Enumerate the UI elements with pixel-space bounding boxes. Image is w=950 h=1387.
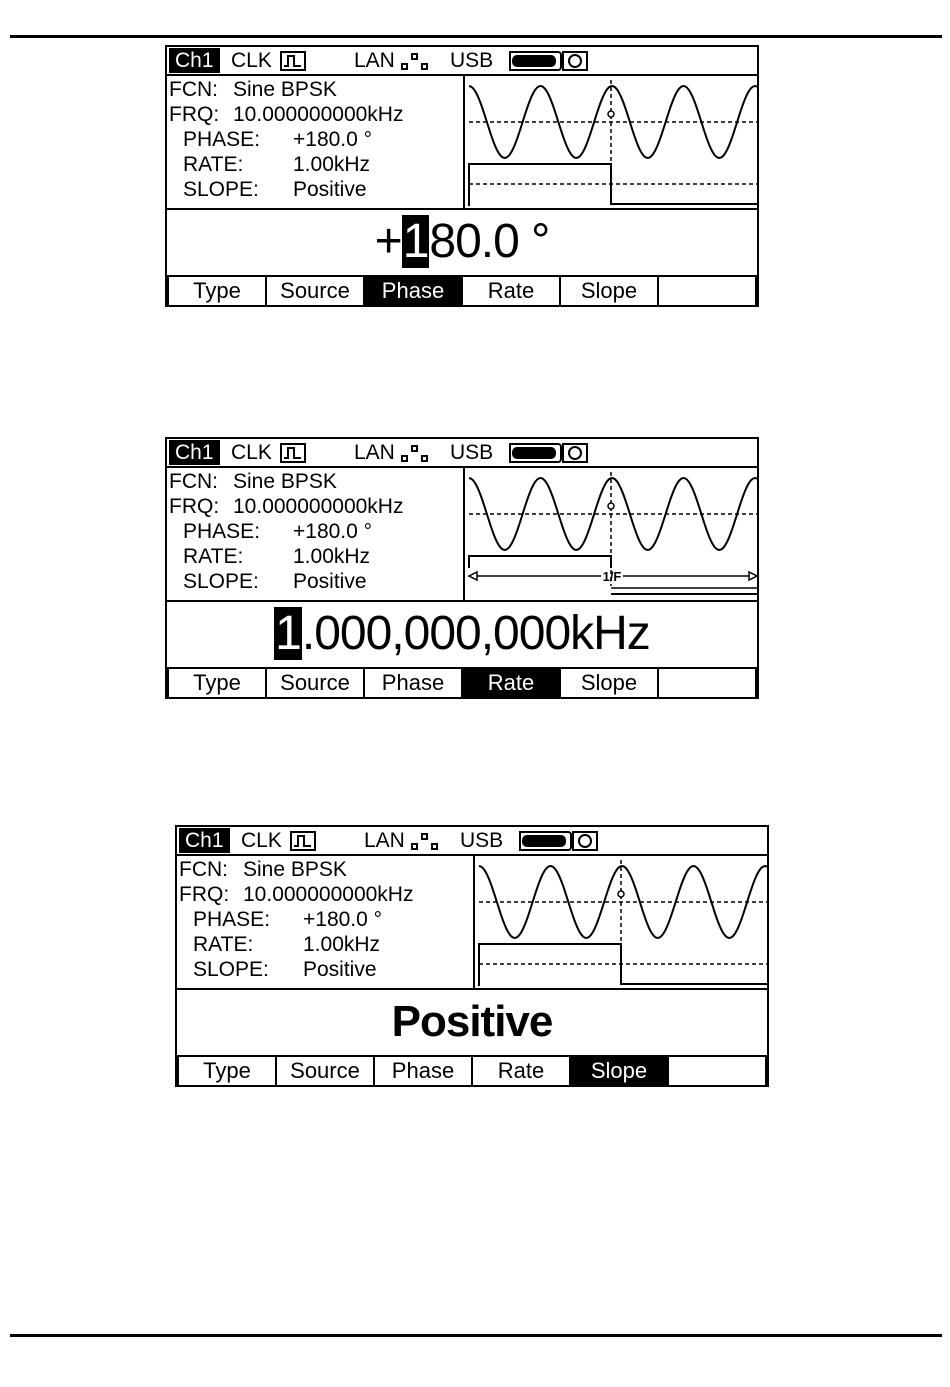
lan-network-icon — [401, 445, 429, 463]
channel-indicator[interactable]: Ch1 — [169, 48, 220, 73]
display-screen-slope — [175, 825, 769, 1087]
softkey-phase[interactable]: Phase — [363, 667, 461, 697]
softkey-source[interactable]: Source — [265, 667, 363, 697]
softkey-slope[interactable]: Slope — [559, 275, 657, 305]
value-display[interactable] — [177, 988, 767, 1058]
display-screen-phase — [165, 45, 759, 307]
clk-label: CLK — [231, 49, 272, 72]
header-rule — [10, 35, 942, 38]
square-wave-clock-icon — [280, 51, 306, 71]
phase-label: PHASE: — [183, 128, 261, 151]
slope-value: Positive — [303, 958, 377, 981]
phase-value: +180.0 ° — [293, 128, 373, 151]
lan-label: LAN — [364, 829, 405, 852]
clk-label: CLK — [241, 829, 282, 852]
softkey-slope[interactable]: Slope — [559, 667, 657, 697]
footer-rule — [10, 1334, 942, 1337]
usb-stick-icon — [506, 443, 562, 463]
fcn-value: Sine BPSK — [233, 78, 337, 101]
softkey-phase[interactable]: Phase — [363, 275, 461, 305]
frq-value: 10.000000000kHz — [243, 883, 414, 906]
phase-label: PHASE: — [183, 520, 261, 543]
bpsk-waveform-preview — [465, 76, 759, 210]
rate-label: RATE: — [183, 153, 244, 176]
value-display[interactable] — [167, 600, 757, 670]
channel-indicator[interactable]: Ch1 — [179, 828, 230, 853]
fcn-value: Sine BPSK — [243, 858, 347, 881]
frq-label: FRQ: — [169, 103, 220, 126]
lan-label: LAN — [354, 49, 395, 72]
square-wave-clock-icon — [280, 443, 306, 463]
fcn-label: FCN: — [179, 858, 228, 881]
softkey-rate[interactable]: Rate — [461, 667, 559, 697]
softkey-type[interactable]: Type — [167, 275, 265, 305]
clk-label: CLK — [231, 441, 272, 464]
usb-label: USB — [450, 49, 494, 72]
softkey-rate[interactable]: Rate — [461, 275, 559, 305]
rate-edit-value[interactable]: 1.000,000,000kHz — [275, 607, 650, 660]
softkey-bar — [177, 1055, 767, 1085]
usb-label: USB — [450, 441, 494, 464]
fcn-label: FCN: — [169, 470, 218, 493]
period-label: 1/F — [602, 569, 622, 584]
bpsk-waveform-preview — [475, 856, 769, 990]
frq-value: 10.000000000kHz — [233, 103, 404, 126]
softkey-type[interactable]: Type — [167, 667, 265, 697]
phase-label: PHASE: — [193, 908, 271, 931]
modulation-square-wave — [469, 164, 757, 206]
channel-indicator[interactable]: Ch1 — [169, 440, 220, 465]
softkey-slope[interactable]: Slope — [569, 1055, 667, 1085]
softkey-bar — [167, 275, 757, 305]
disc-icon — [572, 831, 598, 851]
frq-label: FRQ: — [179, 883, 230, 906]
rate-value: 1.00kHz — [293, 153, 371, 176]
softkey-blank[interactable] — [657, 275, 757, 305]
value-display[interactable] — [167, 208, 757, 278]
slope-label: SLOPE: — [183, 178, 259, 201]
status-bar — [177, 827, 767, 856]
rate-value: 1.00kHz — [293, 545, 371, 568]
fcn-label: FCN: — [169, 78, 218, 101]
parameter-panel — [177, 856, 475, 988]
disc-icon — [562, 443, 588, 463]
usb-stick-icon — [506, 51, 562, 71]
frq-label: FRQ: — [169, 495, 220, 518]
phase-value: +180.0 ° — [293, 520, 373, 543]
usb-label: USB — [460, 829, 504, 852]
lan-network-icon — [401, 53, 429, 71]
slope-label: SLOPE: — [183, 570, 259, 593]
softkey-type[interactable]: Type — [177, 1055, 275, 1085]
modulation-square-wave — [469, 556, 611, 568]
slope-value: Positive — [293, 178, 367, 201]
softkey-blank[interactable] — [657, 667, 757, 697]
rate-label: RATE: — [183, 545, 244, 568]
slope-edit-value[interactable]: Positive — [391, 997, 553, 1046]
display-screen-rate — [165, 437, 759, 699]
softkey-phase[interactable]: Phase — [373, 1055, 471, 1085]
fcn-value: Sine BPSK — [233, 470, 337, 493]
phase-value: +180.0 ° — [303, 908, 383, 931]
phase-edit-value[interactable]: +180.0 ° — [374, 215, 550, 268]
usb-stick-icon — [516, 831, 572, 851]
frq-value: 10.000000000kHz — [233, 495, 404, 518]
slope-label: SLOPE: — [193, 958, 269, 981]
softkey-source[interactable]: Source — [265, 275, 363, 305]
lan-label: LAN — [354, 441, 395, 464]
softkey-bar — [167, 667, 757, 697]
parameter-panel — [167, 468, 465, 600]
edit-cursor[interactable]: 1 — [275, 607, 301, 660]
status-bar — [167, 47, 757, 76]
softkey-source[interactable]: Source — [275, 1055, 373, 1085]
edit-cursor[interactable]: 1 — [402, 215, 429, 268]
slope-value: Positive — [293, 570, 367, 593]
disc-icon — [562, 51, 588, 71]
softkey-blank[interactable] — [667, 1055, 767, 1085]
status-bar — [167, 439, 757, 468]
square-wave-clock-icon — [290, 831, 316, 851]
rate-label: RATE: — [193, 933, 254, 956]
parameter-panel — [167, 76, 465, 208]
rate-value: 1.00kHz — [303, 933, 381, 956]
bpsk-waveform-preview — [465, 468, 759, 602]
softkey-rate[interactable]: Rate — [471, 1055, 569, 1085]
lan-network-icon — [411, 833, 439, 851]
modulation-square-wave — [479, 944, 767, 986]
